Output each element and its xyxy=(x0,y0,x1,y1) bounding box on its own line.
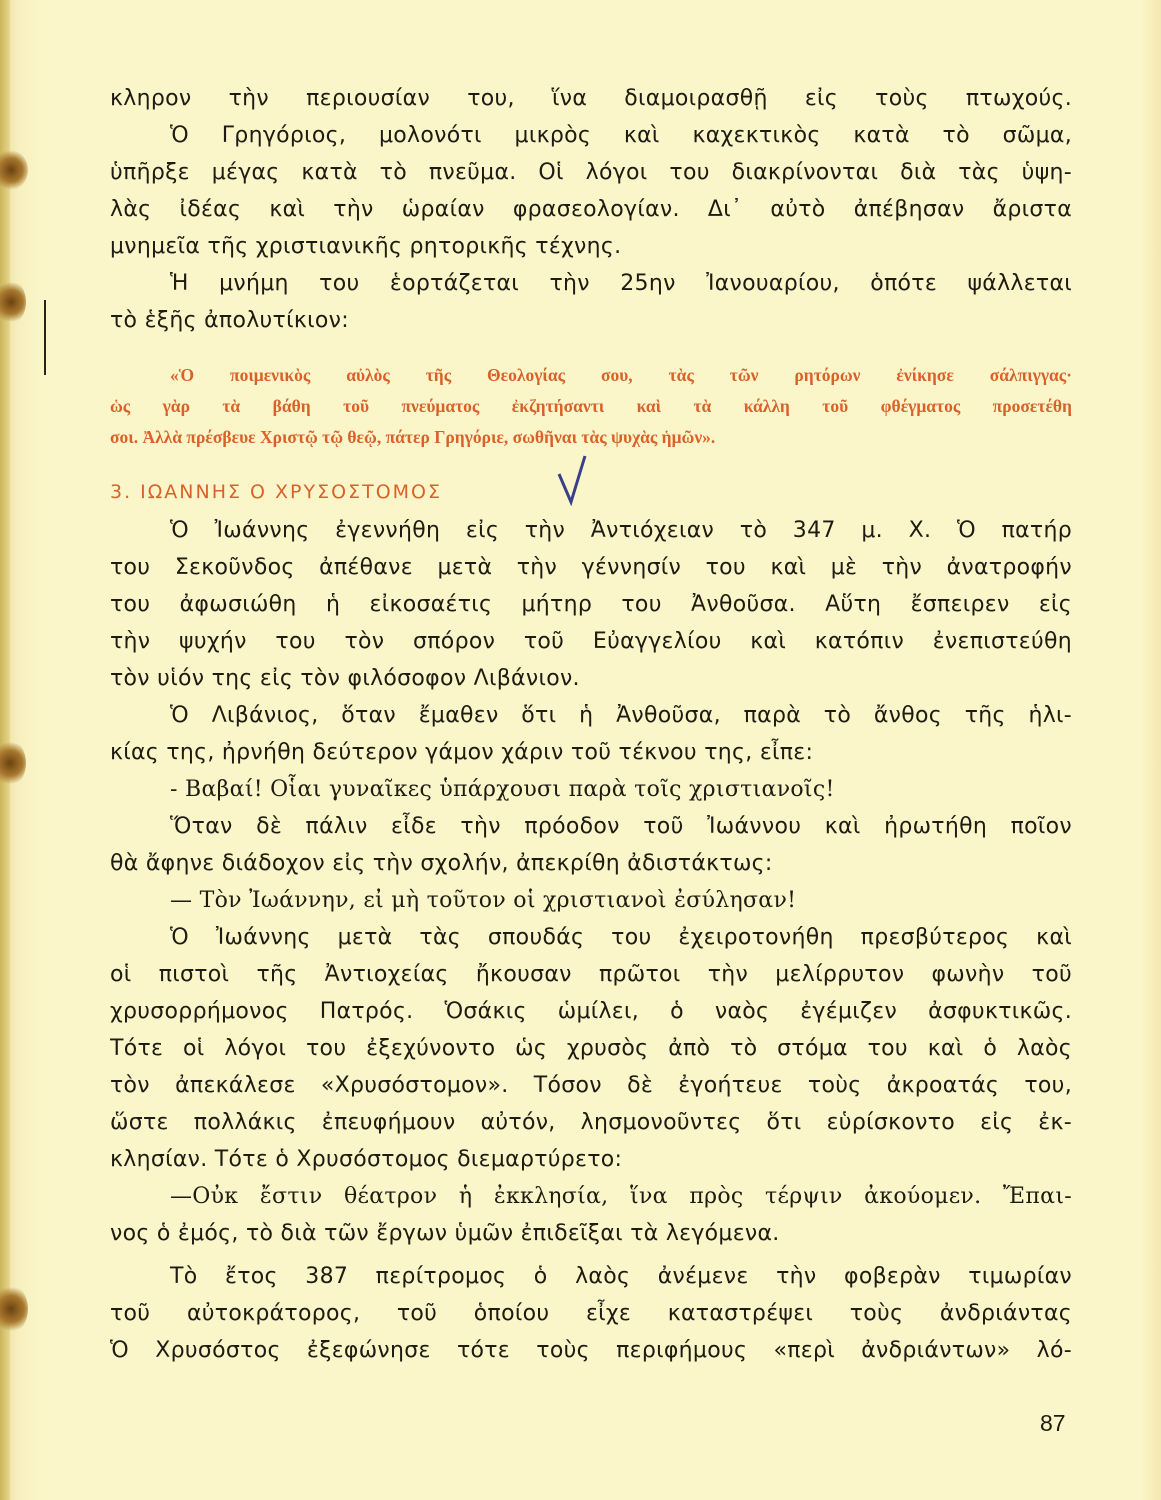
quote-line: ὡς γὰρ τὰ βάθη τοῦ πνεύματος ἐκζητήσαντι καὶ τὰ κάλλη τοῦ φθέγματος προσετέθη xyxy=(110,396,1072,416)
text-line: τοῦ αὐτοκράτορος, τοῦ ὁποίου εἶχε καταστρέψει τοὺς ἀνδριάντας xyxy=(110,1301,1072,1326)
text-line: τὸν ἀπεκάλεσε «Χρυσόστομον». Τόσον δὲ ἐγοήτευε τοὺς ἀκροατάς του, xyxy=(110,1073,1072,1098)
margin-pen-line xyxy=(44,300,46,375)
body-paragraphs xyxy=(110,512,1072,1369)
text-line: κλησίαν. Τότε ὁ Χρυσόστομος διεμαρτύρετο: xyxy=(110,1147,623,1172)
quote-line: «Ὁ ποιμενικὸς αὐλὸς τῆς Θεολογίας σου, τὰς τῶν ρητόρων ἐνίκησε σάλπιγγας· xyxy=(170,365,1072,385)
text-line: Ὁ Ἰωάννης μετὰ τὰς σπουδάς του ἐχειροτονήθη πρεσβύτερος καὶ xyxy=(170,925,1072,950)
text-line: του Σεκοῦνδος ἀπέθανε μετὰ τὴν γέννησίν του καὶ μὲ τὴν ἀνατροφήν xyxy=(110,555,1072,580)
text-line: Ἡ μνήμη του ἑορτάζεται τὴν 25ην Ἰανουαρίου, ὁπότε ψάλλεται xyxy=(170,271,1072,296)
text-line: Ὅταν δὲ πάλιν εἶδε τὴν πρόοδον τοῦ Ἰωάννου καὶ ἠρωτήθη ποῖον xyxy=(170,814,1072,839)
page-number: 87 xyxy=(1040,1410,1066,1436)
text-line: λὰς ἰδέας καὶ τὴν ὡραίαν φρασεολογίαν. Δι᾽ αὐτὸ ἀπέβησαν ἄριστα xyxy=(110,197,1072,222)
text-line: Τὸ ἔτος 387 περίτρομος ὁ λαὸς ἀνέμενε τὴν φοβερὰν τιμωρίαν xyxy=(170,1264,1072,1289)
text-line: Ὁ Λιβάνιος, ὅταν ἔμαθεν ὅτι ἡ Ἀνθοῦσα, παρὰ τὸ ἄνθος τῆς ἡλι- xyxy=(170,703,1072,728)
text-line: ὑπῆρξε μέγας κατὰ τὸ πνεῦμα. Οἱ λόγοι του διακρίνονται διὰ τὰς ὑψη- xyxy=(110,160,1072,185)
text-line: τὸν υἱόν της εἰς τὸν φιλόσοφον Λιβάνιον. xyxy=(110,666,580,691)
stain-mark xyxy=(0,280,26,324)
text-line: κληρον τὴν περιουσίαν του, ἵνα διαμοιρασθῇ εἰς τοὺς πτωχούς. xyxy=(110,86,1072,111)
text-line: νος ὁ ἐμός, τὸ διὰ τῶν ἔργων ὑμῶν ἐπιδεῖξαι τὰ λεγόμενα. xyxy=(110,1221,780,1246)
quote-line: σοι. Ἀλλὰ πρέσβευε Χριστῷ τῷ θεῷ, πάτερ Γρηγόριε, σωθῆναι τὰς ψυχὰς ἡμῶν». xyxy=(110,427,716,447)
section-heading: 3. ΙΩΑΝΝΗΣ Ο ΧΡΥΣΟΣΤΟΜΟΣ xyxy=(110,481,442,503)
top-paragraphs xyxy=(110,80,1072,339)
text-line: Ὁ Χρυσόστος ἐξεφώνησε τότε τοὺς περιφήμους «περὶ ἀνδριάντων» λό- xyxy=(110,1338,1072,1363)
text-line: τὸ ἑξῆς ἀπολυτίκιον: xyxy=(110,308,349,333)
text-line: θὰ ἄφηνε διάδοχον εἰς τὴν σχολήν, ἀπεκρίθη ἀδιστάκτως: xyxy=(110,851,773,876)
text-line: κίας της, ἠρνήθη δεύτερον γάμον χάριν τοῦ τέκνου της, εἶπε: xyxy=(110,740,814,765)
text-line: τὴν ψυχήν του τὸν σπόρον τοῦ Εὐαγγελίου καὶ κατόπιν ἐνεπιστεύθη xyxy=(110,629,1072,654)
text-line: ὥστε πολλάκις ἐπευφήμουν αὐτόν, λησμονοῦντες ὅτι εὑρίσκοντο εἰς ἐκ- xyxy=(110,1110,1072,1135)
text-line: του ἀφωσιώθη ἡ εἰκοσαέτις μήτηρ του Ἀνθοῦσα. Αὕτη ἔσπειρεν εἰς xyxy=(110,592,1072,617)
text-line: μνημεῖα τῆς χριστιανικῆς ρητορικῆς τέχνης. xyxy=(110,234,622,259)
text-line: — Τὸν Ἰωάννην, εἰ μὴ τοῦτον οἱ χριστιανοὶ ἐσύλησαν! xyxy=(170,888,797,913)
stain-mark xyxy=(0,740,26,786)
stain-mark xyxy=(0,150,28,190)
text-line: οἱ πιστοὶ τῆς Ἀντιοχείας ἤκουσαν πρῶτοι τὴν μελίρρυτον φωνὴν τοῦ xyxy=(110,962,1072,987)
checkmark-icon xyxy=(555,452,595,512)
text-line: Ὁ Γρηγόριος, μολονότι μικρὸς καὶ καχεκτικὸς κατὰ τὸ σῶμα, xyxy=(170,123,1072,148)
text-line: Τότε οἱ λόγοι του ἐξεχύνοντο ὡς χρυσὸς ἀπὸ τὸ στόμα του καὶ ὁ λαὸς xyxy=(110,1036,1072,1061)
text-line: χρυσορρήμονος Πατρός. Ὁσάκις ὡμίλει, ὁ ναὸς ἐγέμιζεν ἀσφυκτικῶς. xyxy=(110,999,1072,1024)
text-line: Ὁ Ἰωάννης ἐγεννήθη εἰς τὴν Ἀντιόχειαν τὸ 347 μ. Χ. Ὁ πατήρ xyxy=(170,518,1072,543)
stain-mark xyxy=(0,1285,28,1333)
apolytikion-quote xyxy=(110,360,1072,453)
text-line: - Βαβαί! Οἷαι γυναῖκες ὑπάρχουσι παρὰ τοῖς χριστιανοῖς! xyxy=(170,777,835,802)
text-line: —Οὐκ ἔστιν θέατρον ἡ ἐκκλησία, ἵνα πρὸς τέρψιν ἀκούομεν. Ἔπαι- xyxy=(170,1184,1072,1209)
